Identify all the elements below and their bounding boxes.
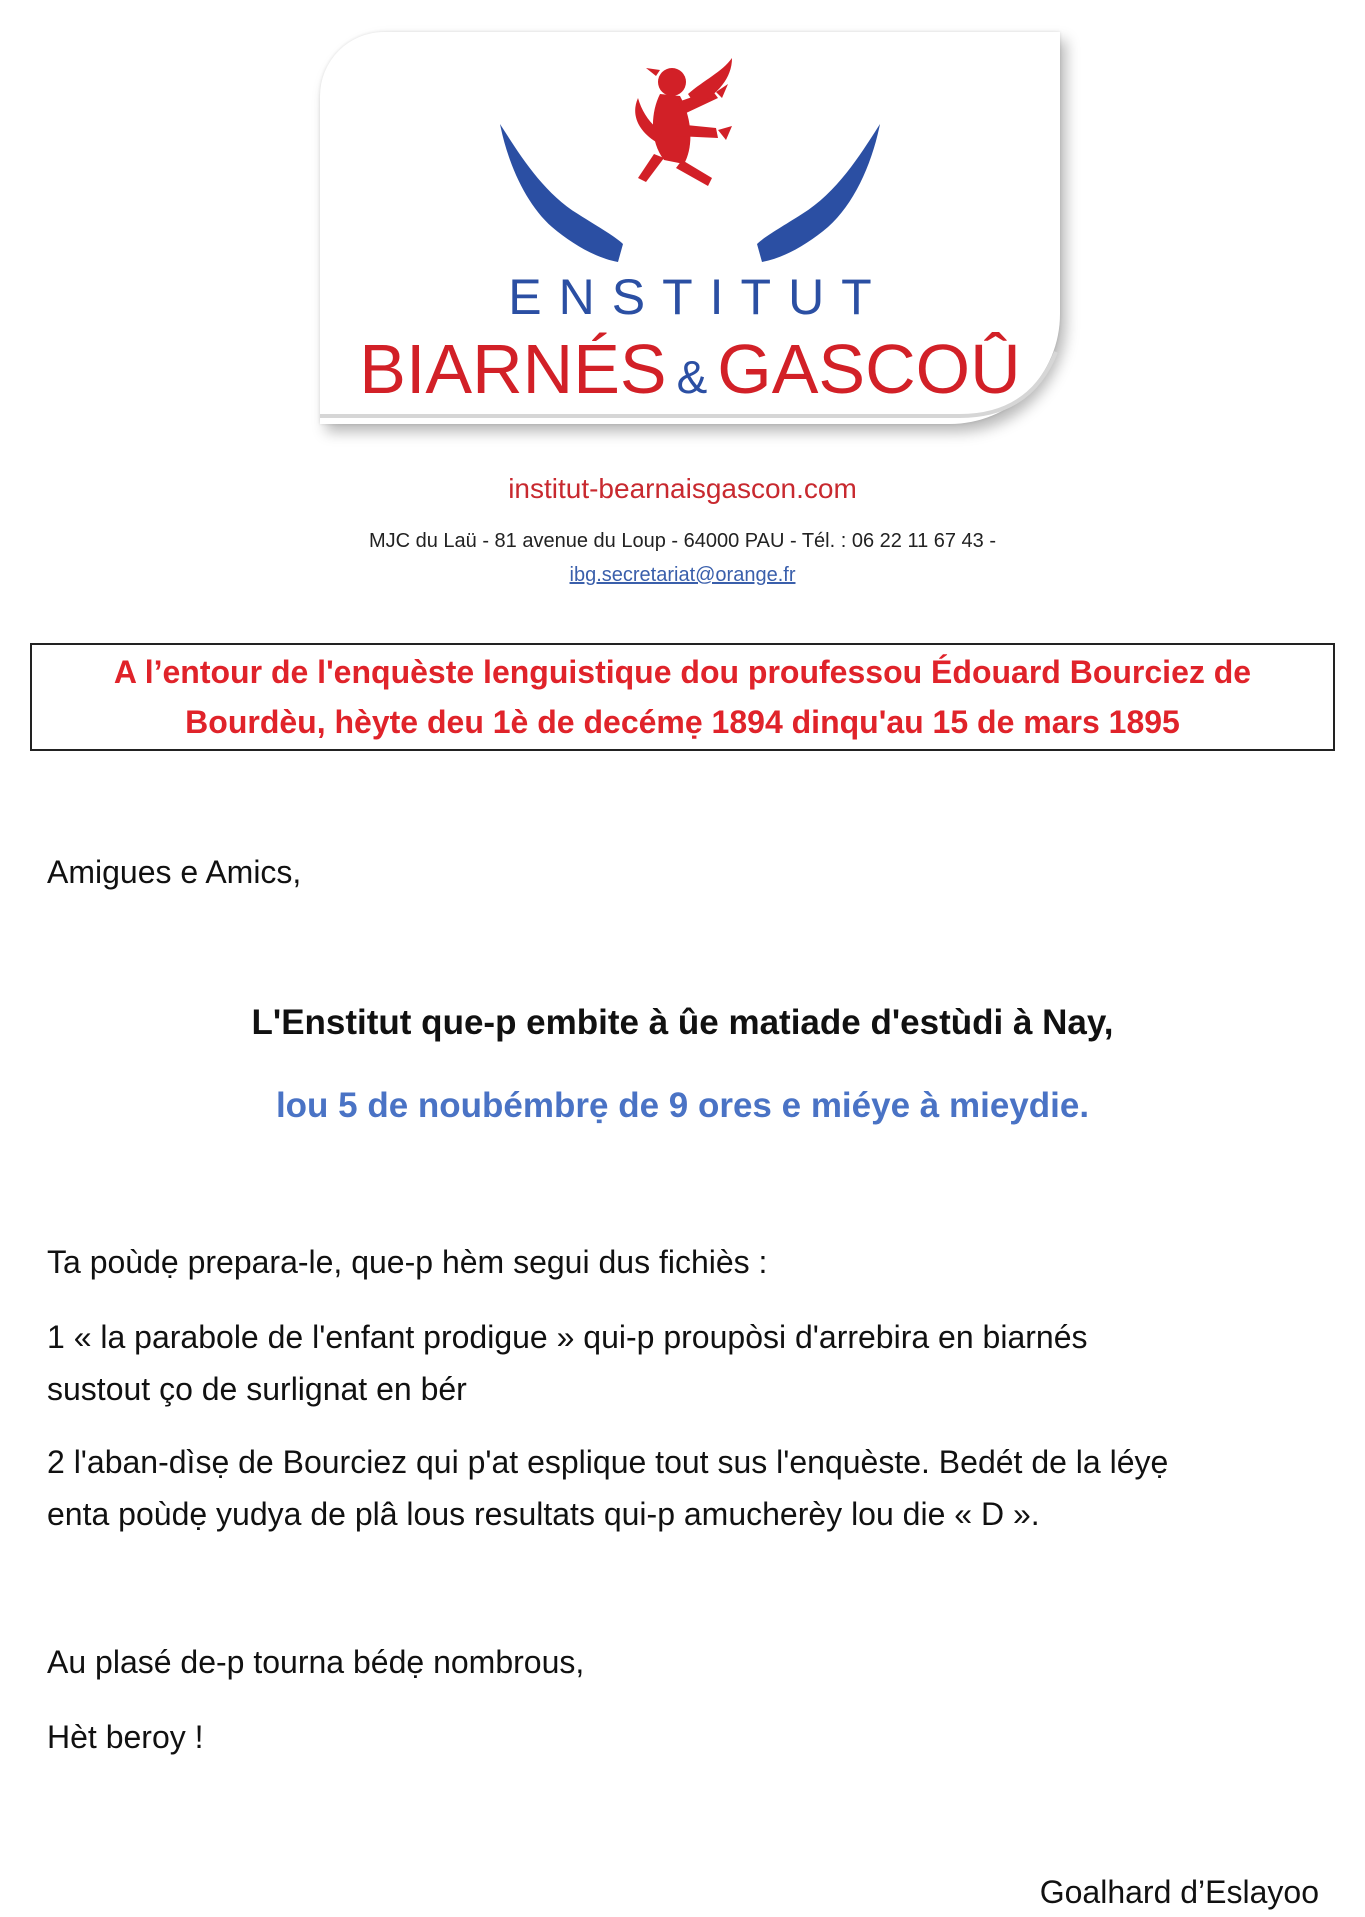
- item-2-line-1: 2 l'aban-dìsẹ de Bourciez qui p'at esplique tout sus l'enquèste. Bedét de la léyẹ: [47, 1444, 1169, 1480]
- email-link[interactable]: ibg.secretariat@orange.fr: [569, 564, 796, 586]
- item-1: [47, 1311, 1087, 1415]
- logo-name-text: [320, 330, 1060, 408]
- logo-ampersand: &: [676, 351, 708, 403]
- lion-icon: [635, 58, 732, 186]
- logo-card: [320, 32, 1060, 424]
- title-box: [30, 643, 1335, 751]
- logo-name-left: BIARNÉS: [359, 330, 667, 408]
- left-horn-icon: [500, 124, 623, 262]
- logo-name-right: GASCOÛ: [717, 330, 1021, 408]
- greeting: Amigues e Amics,: [47, 854, 302, 890]
- right-horn-icon: [757, 124, 880, 262]
- item-1-line-2: sustout ço de surlignat en bér: [47, 1371, 467, 1407]
- item-2: [47, 1436, 1168, 1540]
- address-text: MJC du Laü - 81 avenue du Loup - 64000 PAU - Tél. : 06 22 11 67 43 -: [368, 530, 997, 552]
- email-line: [0, 564, 1365, 587]
- item-2-line-2: enta poùdẹ yudya de plâ lous resultats qui-p amucherèy lou die « D ».: [47, 1496, 1040, 1532]
- date-line: lou 5 de noubémbrẹ de 9 ores e miéye à mieydie.: [275, 1086, 1090, 1125]
- title-line-2: Bourdèu, hèyte deu 1è de decémẹ 1894 dinqu'au 15 de mars 1895: [185, 704, 1180, 740]
- signature: Goalhard d’Eslayoo: [1039, 1874, 1319, 1910]
- item-1-line-1: 1 « la parabole de l'enfant prodigue » qui-p proupòsi d'arrebira en biarnés: [47, 1319, 1088, 1355]
- invite-line: L'Enstitut que-p embite à ûe matiade d'estùdi à Nay,: [251, 1003, 1114, 1042]
- closing-line-1: Au plasé de-p tourna bédẹ nombrous,: [47, 1644, 585, 1680]
- website-text: institut-bearnaisgascon.com: [508, 473, 857, 504]
- closing-line-2: Hèt beroy !: [47, 1719, 204, 1755]
- intro-line: Ta poùdẹ prepara-le, que-p hèm segui dus fichiès :: [47, 1244, 768, 1280]
- logo-enstitut-text: ENSTITUT: [508, 269, 889, 325]
- title-line-1: A l’entour de l'enquèste lenguistique dou proufessou Édouard Bourciez de: [113, 654, 1252, 690]
